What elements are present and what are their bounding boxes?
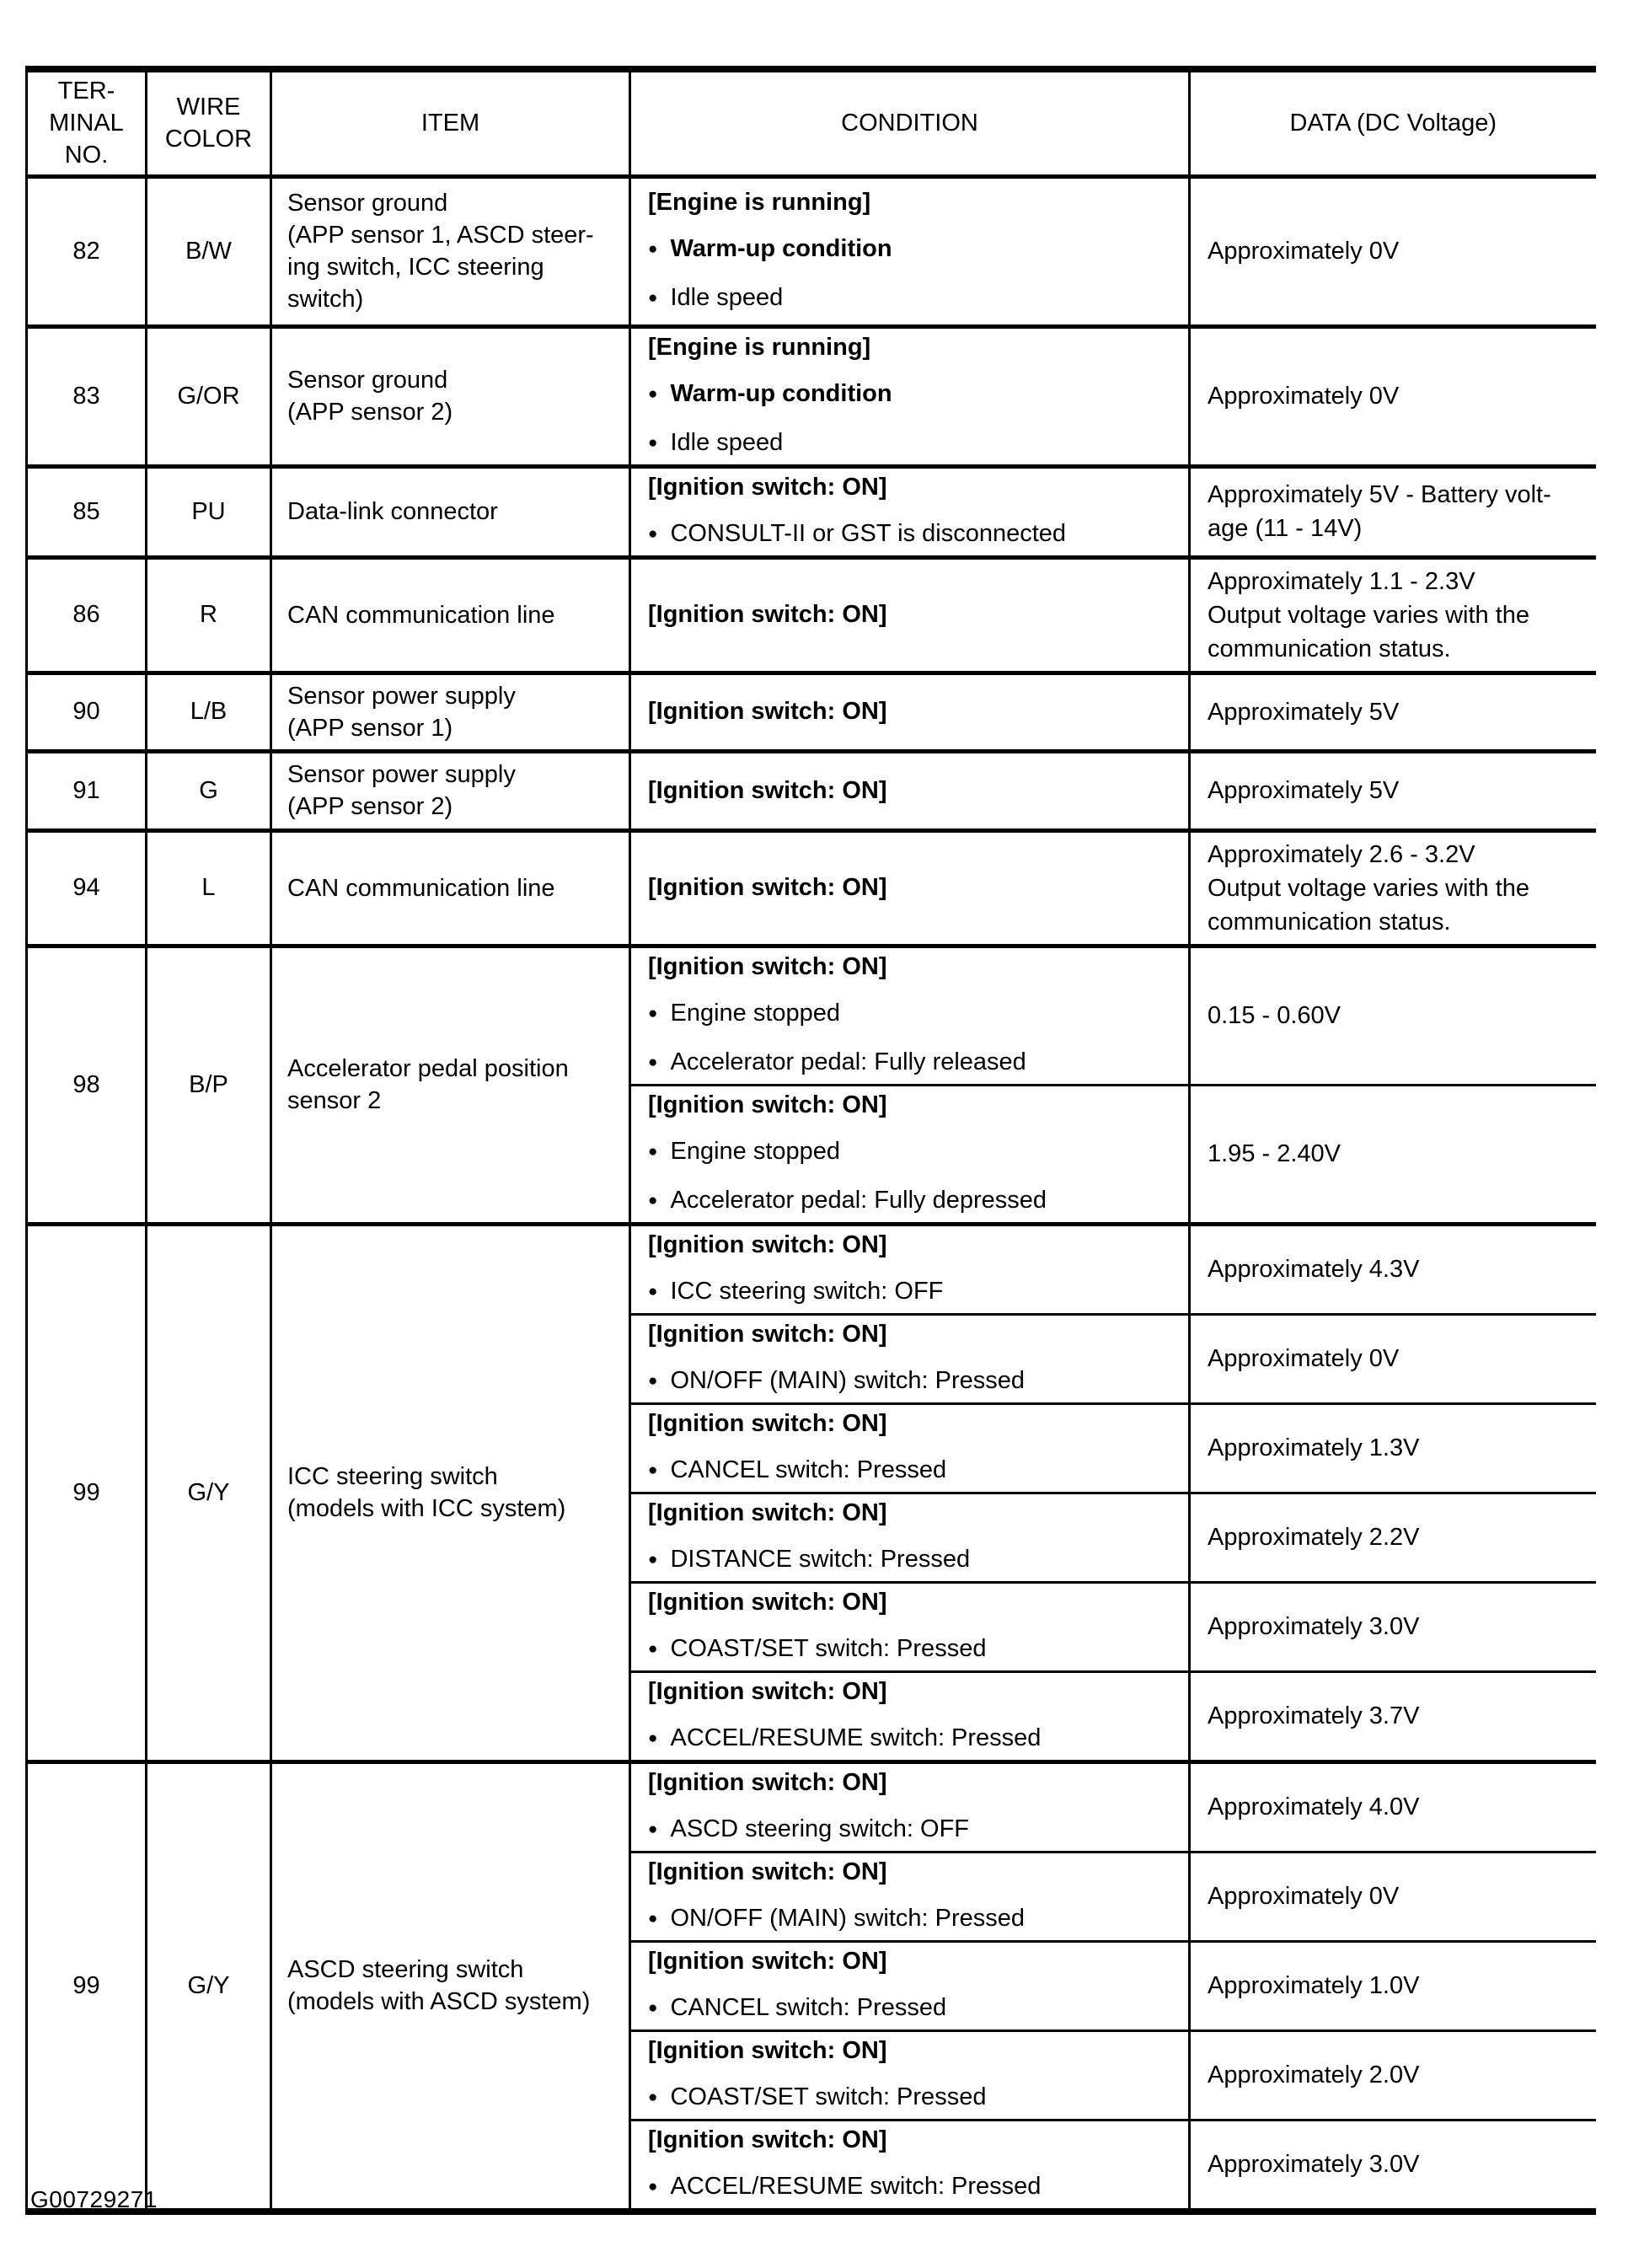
item-cell — [271, 946, 630, 1224]
condition-bullet-text: CONSULT-II or GST is disconnected — [670, 519, 1067, 547]
row-terminal-85 — [27, 466, 1596, 557]
data-line: Approximately 5V — [1208, 698, 1400, 726]
condition-title: [Ignition switch: ON] — [648, 2036, 887, 2064]
condition-title: [Ignition switch: ON] — [648, 952, 887, 980]
condition-bullet — [648, 1724, 1178, 1755]
row-terminal-86 — [27, 557, 1596, 673]
bullet-icon: ● — [648, 1282, 658, 1300]
condition-cell — [630, 1493, 1190, 1582]
condition-bullet — [648, 1456, 1178, 1487]
row-terminal-82 — [27, 176, 1596, 326]
item-cell — [271, 326, 630, 466]
condition-bullet-text: DISTANCE switch: Pressed — [670, 1545, 971, 1573]
condition-bullet — [648, 284, 1178, 314]
condition-cell — [630, 2030, 1190, 2120]
condition-bullet-text: ON/OFF (MAIN) switch: Pressed — [670, 1366, 1026, 1394]
figure-code: G00729271 — [30, 2186, 158, 2212]
data-cell — [1190, 2030, 1596, 2120]
item-cell — [271, 1224, 630, 1761]
header-line: WIRE — [176, 94, 241, 121]
condition-bullet — [648, 1905, 1178, 1935]
condition-title: [Ignition switch: ON] — [648, 1320, 887, 1348]
data-cell — [1190, 751, 1596, 830]
wire-color-cell: G/OR — [147, 326, 271, 466]
item-line: ASCD steering switch — [287, 1956, 524, 1983]
item-line: (APP sensor 2) — [287, 793, 453, 820]
condition-bullet-text: Idle speed — [670, 283, 784, 311]
condition-cell — [630, 466, 1190, 557]
item-cell — [271, 673, 630, 751]
item-line: CAN communication line — [287, 874, 555, 902]
row-terminal-94 — [27, 830, 1596, 946]
condition-cell — [630, 1941, 1190, 2030]
data-line: Approximately 4.3V — [1208, 1256, 1420, 1283]
condition-title: [Ignition switch: ON] — [648, 698, 887, 725]
bullet-icon: ● — [648, 2177, 658, 2196]
condition-bullet-text: ICC steering switch: OFF — [670, 1277, 944, 1305]
item-line: switch) — [287, 286, 364, 313]
data-line: Approximately 3.7V — [1208, 1702, 1420, 1729]
data-cell — [1190, 1671, 1596, 1761]
item-line: Sensor power supply — [287, 761, 516, 788]
data-line: communication status. — [1208, 908, 1451, 936]
condition-bullet — [648, 429, 1178, 459]
condition-title: [Ignition switch: ON] — [648, 1499, 887, 1526]
condition-bullet — [648, 520, 1178, 550]
item-line: (models with ASCD system) — [287, 1988, 591, 2015]
header-line: MINAL — [49, 110, 124, 137]
condition-cell — [630, 1085, 1190, 1224]
terminal-no-cell: 86 — [27, 557, 147, 673]
wire-color-cell: PU — [147, 466, 271, 557]
item-line: ing switch, ICC steering — [287, 254, 544, 281]
item-line: (APP sensor 2) — [287, 399, 453, 426]
condition-bullet-text: ACCEL/RESUME switch: Pressed — [670, 1724, 1042, 1751]
item-line: CAN communication line — [287, 601, 555, 629]
col-header-terminal-no — [27, 69, 147, 176]
condition-title: [Ignition switch: ON] — [648, 874, 887, 901]
data-line: 1.95 - 2.40V — [1208, 1140, 1341, 1167]
wire-color-cell: R — [147, 557, 271, 673]
bullet-icon: ● — [648, 1729, 658, 1747]
data-line: Approximately 0V — [1208, 1345, 1400, 1372]
data-cell — [1190, 176, 1596, 326]
condition-title: [Ignition switch: ON] — [648, 776, 887, 804]
item-line: Sensor ground — [287, 367, 448, 394]
header-line: NO. — [64, 142, 109, 169]
condition-bullet-text: Idle speed — [670, 428, 784, 456]
bullet-icon: ● — [648, 1004, 658, 1022]
condition-bullet — [648, 1635, 1178, 1665]
data-line: Approximately 2.6 - 3.2V — [1208, 840, 1475, 868]
row-terminal-98 — [27, 946, 1596, 1085]
condition-bullet — [648, 2173, 1178, 2203]
terminal-no-cell: 85 — [27, 466, 147, 557]
data-line: Approximately 2.2V — [1208, 1524, 1420, 1551]
condition-bullet-text: Warm-up condition — [670, 379, 892, 407]
item-cell — [271, 830, 630, 946]
condition-cell — [630, 1582, 1190, 1671]
col-header-item: ITEM — [271, 69, 630, 176]
condition-cell — [630, 673, 1190, 751]
data-line: Approximately 0V — [1208, 383, 1400, 410]
data-cell — [1190, 1852, 1596, 1941]
data-line: Approximately 2.0V — [1208, 2062, 1420, 2088]
item-line: (APP sensor 1) — [287, 714, 453, 742]
condition-bullet-text: CANCEL switch: Pressed — [670, 1456, 947, 1483]
condition-title: [Engine is running] — [648, 333, 871, 361]
condition-bullet-text: COAST/SET switch: Pressed — [670, 2083, 987, 2110]
data-line: Approximately 0V — [1208, 1883, 1400, 1910]
item-line: Sensor power supply — [287, 682, 516, 710]
condition-cell — [630, 176, 1190, 326]
data-line: Approximately 1.1 - 2.3V — [1208, 567, 1475, 595]
condition-cell — [630, 751, 1190, 830]
bullet-icon: ● — [648, 433, 658, 452]
item-cell — [271, 176, 630, 326]
wire-color-cell: G/Y — [147, 1224, 271, 1761]
condition-title: [Ignition switch: ON] — [648, 1677, 887, 1705]
bullet-icon: ● — [648, 1820, 658, 1838]
terminal-no-cell: 99 — [27, 1761, 147, 2212]
condition-bullet-text: Accelerator pedal: Fully depressed — [670, 1186, 1047, 1214]
data-line: Output voltage varies with the — [1208, 601, 1530, 629]
bullet-icon: ● — [648, 1142, 658, 1161]
condition-bullet — [648, 1815, 1178, 1846]
data-line: Output voltage varies with the — [1208, 874, 1530, 902]
condition-title: [Ignition switch: ON] — [648, 1858, 887, 1885]
bullet-icon: ● — [648, 1639, 658, 1658]
data-cell — [1190, 1493, 1596, 1582]
condition-bullet-text: ACCEL/RESUME switch: Pressed — [670, 2172, 1042, 2200]
bullet-icon: ● — [648, 384, 658, 403]
col-header-data: DATA (DC Voltage) — [1190, 69, 1596, 176]
data-cell — [1190, 557, 1596, 673]
data-cell — [1190, 2120, 1596, 2212]
terminal-no-cell: 83 — [27, 326, 147, 466]
condition-bullet-text: Engine stopped — [670, 1137, 841, 1165]
condition-title: [Ignition switch: ON] — [648, 601, 887, 628]
condition-cell — [630, 1852, 1190, 1941]
item-line: (APP sensor 1, ASCD steer- — [287, 222, 594, 249]
data-cell — [1190, 1941, 1596, 2030]
row-terminal-99-ascd — [27, 1761, 1596, 1852]
item-cell — [271, 466, 630, 557]
header-line: COLOR — [164, 126, 253, 153]
condition-bullet — [648, 1367, 1178, 1397]
terminal-no-cell: 98 — [27, 946, 147, 1224]
data-cell — [1190, 1761, 1596, 1852]
data-line: age (11 - 14V) — [1208, 515, 1363, 542]
condition-bullet-text: COAST/SET switch: Pressed — [670, 1634, 987, 1662]
wire-color-cell: G/Y — [147, 1761, 271, 2212]
terminal-no-cell: 91 — [27, 751, 147, 830]
condition-cell — [630, 1314, 1190, 1403]
item-cell — [271, 1761, 630, 2212]
wire-color-cell: B/W — [147, 176, 271, 326]
data-cell — [1190, 466, 1596, 557]
item-cell — [271, 751, 630, 830]
condition-title: [Ignition switch: ON] — [648, 1947, 887, 1975]
bullet-icon: ● — [648, 2088, 658, 2106]
condition-bullet — [648, 380, 1178, 410]
item-line: ICC steering switch — [287, 1463, 498, 1490]
condition-cell — [630, 1671, 1190, 1761]
condition-title: [Ignition switch: ON] — [648, 2126, 887, 2153]
row-terminal-83 — [27, 326, 1596, 466]
condition-bullet-text: Warm-up condition — [670, 234, 892, 262]
condition-bullet — [648, 1138, 1178, 1168]
item-line: Data-link connector — [287, 498, 498, 525]
condition-bullet-text: ASCD steering switch: OFF — [670, 1815, 970, 1842]
condition-bullet — [648, 1994, 1178, 2024]
bullet-icon: ● — [648, 1998, 658, 2017]
condition-bullet — [648, 2083, 1178, 2114]
condition-bullet — [648, 1546, 1178, 1576]
terminal-no-cell: 82 — [27, 176, 147, 326]
terminal-voltage-table — [25, 66, 1596, 2215]
row-terminal-99-icc — [27, 1224, 1596, 1314]
data-line: Approximately 0V — [1208, 238, 1400, 265]
data-cell — [1190, 1314, 1596, 1403]
data-line: Approximately 4.0V — [1208, 1793, 1420, 1820]
condition-cell — [630, 1224, 1190, 1314]
bullet-icon: ● — [648, 288, 658, 307]
condition-cell — [630, 830, 1190, 946]
bullet-icon: ● — [648, 1909, 658, 1928]
row-terminal-91 — [27, 751, 1596, 830]
condition-title: [Ignition switch: ON] — [648, 1588, 887, 1616]
data-line: Approximately 5V — [1208, 777, 1400, 804]
item-line: Sensor ground — [287, 190, 448, 217]
wire-color-cell: B/P — [147, 946, 271, 1224]
condition-cell — [630, 1403, 1190, 1493]
data-cell — [1190, 1085, 1596, 1224]
wire-color-cell: L — [147, 830, 271, 946]
condition-bullet-text: CANCEL switch: Pressed — [670, 1993, 947, 2021]
bullet-icon: ● — [648, 524, 658, 543]
data-line: communication status. — [1208, 635, 1451, 662]
condition-title: [Ignition switch: ON] — [648, 473, 887, 501]
condition-bullet-text: Engine stopped — [670, 999, 841, 1027]
bullet-icon: ● — [648, 1550, 658, 1568]
bullet-icon: ● — [648, 1461, 658, 1479]
data-cell — [1190, 1582, 1596, 1671]
terminal-no-cell: 94 — [27, 830, 147, 946]
condition-cell — [630, 557, 1190, 673]
condition-bullet — [648, 1000, 1178, 1030]
bullet-icon: ● — [648, 239, 658, 258]
row-terminal-90 — [27, 673, 1596, 751]
condition-bullet-text: ON/OFF (MAIN) switch: Pressed — [670, 1904, 1026, 1932]
item-line: sensor 2 — [287, 1087, 382, 1114]
data-cell — [1190, 1224, 1596, 1314]
bullet-icon: ● — [648, 1053, 658, 1071]
data-cell — [1190, 830, 1596, 946]
data-cell — [1190, 946, 1596, 1085]
header-line: TER- — [57, 78, 115, 105]
condition-cell — [630, 946, 1190, 1085]
data-line: Approximately 1.3V — [1208, 1434, 1420, 1461]
data-line: Approximately 5V - Battery volt- — [1208, 481, 1551, 508]
bullet-icon: ● — [648, 1191, 658, 1209]
data-line: Approximately 3.0V — [1208, 2151, 1420, 2178]
col-header-wire-color — [147, 69, 271, 176]
condition-bullet — [648, 1278, 1178, 1308]
condition-cell — [630, 2120, 1190, 2212]
col-header-condition: CONDITION — [630, 69, 1190, 176]
condition-bullet — [648, 235, 1178, 265]
header-row — [27, 69, 1596, 176]
bullet-icon: ● — [648, 1371, 658, 1390]
data-line: Approximately 3.0V — [1208, 1613, 1420, 1640]
item-line: Accelerator pedal position — [287, 1055, 569, 1082]
data-cell — [1190, 1403, 1596, 1493]
condition-title: [Ignition switch: ON] — [648, 1768, 887, 1796]
condition-bullet — [648, 1048, 1178, 1079]
terminal-no-cell: 90 — [27, 673, 147, 751]
wire-color-cell: G — [147, 751, 271, 830]
condition-title: [Engine is running] — [648, 188, 871, 216]
wire-color-cell: L/B — [147, 673, 271, 751]
condition-bullet — [648, 1187, 1178, 1217]
item-line: (models with ICC system) — [287, 1495, 566, 1522]
data-line: Approximately 1.0V — [1208, 1972, 1420, 1999]
condition-bullet-text: Accelerator pedal: Fully released — [670, 1048, 1026, 1075]
data-cell — [1190, 673, 1596, 751]
condition-cell — [630, 1761, 1190, 1852]
terminal-no-cell: 99 — [27, 1224, 147, 1761]
condition-title: [Ignition switch: ON] — [648, 1091, 887, 1118]
condition-title: [Ignition switch: ON] — [648, 1409, 887, 1437]
condition-cell — [630, 326, 1190, 466]
data-cell — [1190, 326, 1596, 466]
data-line: 0.15 - 0.60V — [1208, 1002, 1341, 1029]
item-cell — [271, 557, 630, 673]
condition-title: [Ignition switch: ON] — [648, 1231, 887, 1258]
